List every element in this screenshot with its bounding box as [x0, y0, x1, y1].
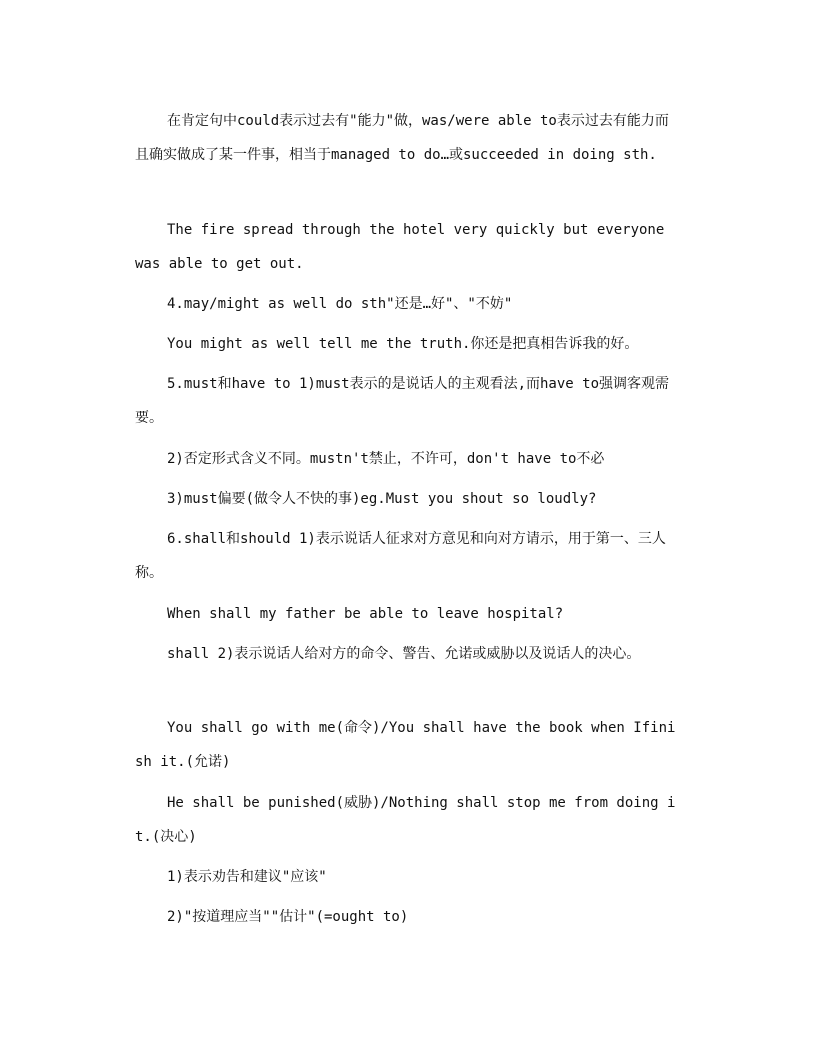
paragraph-should-expectation: 2)"按道理应当""估计"(=ought to) — [167, 909, 409, 925]
paragraph-example-threat-determination: He shall be punished(威胁)/Nothing shall stop me from doing it.(决心) — [135, 795, 676, 845]
paragraph-negative-forms: 2)否定形式含义不同。mustn't禁止，不许可，don't have to不必 — [167, 451, 605, 467]
paragraph-could-ability: 在肯定句中could表示过去有"能力"做，was/were able to表示过去有能力而且确实做成了某一件事，相当于managed to do…或succeeded in doing sth. — [135, 113, 669, 163]
paragraph-must-insist: 3)must偏要(做令人不快的事)eg.Must you shout so loudly? — [167, 491, 597, 507]
paragraph-shall-command: shall 2)表示说话人给对方的命令、警告、允诺或威胁以及说话人的决心。 — [167, 646, 641, 662]
paragraph-example-hospital: When shall my father be able to leave hospital? — [167, 606, 564, 622]
paragraph-must-have-to: 5.must和have to 1)must表示的是说话人的主观看法,而have to强调客观需要。 — [135, 376, 670, 426]
paragraph-example-fire: The fire spread through the hotel very quickly but everyone was able to get out. — [135, 222, 665, 272]
paragraph-example-command-promise: You shall go with me(命令)/You shall have the book when Ifinish it.(允诺) — [135, 720, 676, 770]
paragraph-shall-should: 6.shall和should 1)表示说话人征求对方意见和向对方请示，用于第一、三人称。 — [135, 531, 666, 581]
paragraph-should-advice: 1)表示劝告和建议"应该" — [167, 869, 327, 885]
paragraph-example-truth: You might as well tell me the truth.你还是把真相告诉我的好。 — [167, 336, 639, 352]
paragraph-may-might-as-well: 4.may/might as well do sth"还是…好"、"不妨" — [167, 296, 513, 312]
